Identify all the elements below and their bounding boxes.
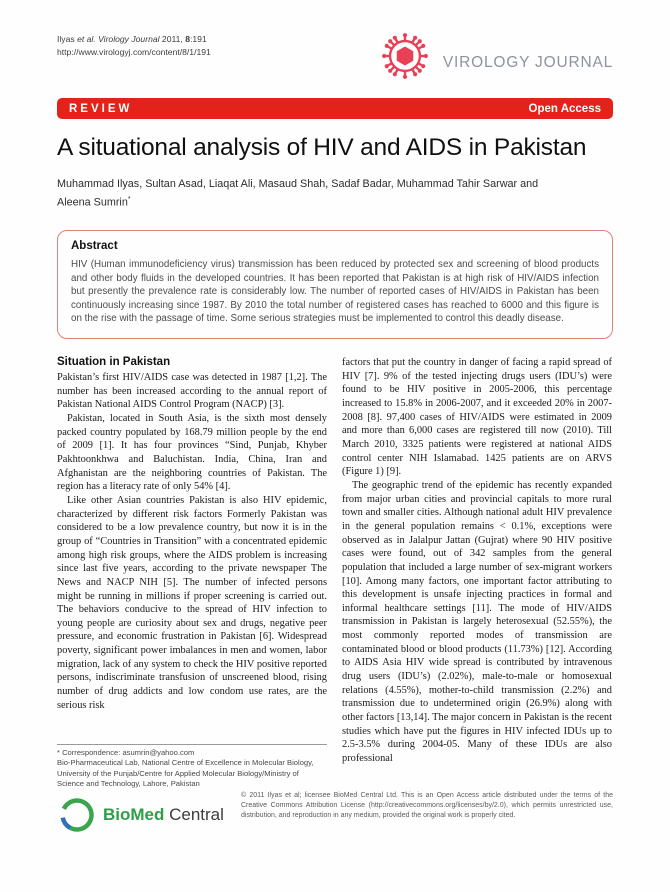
citation-year: 2011, <box>159 34 186 44</box>
body-paragraph: Like other Asian countries Pakistan is also HIV epidemic, characterized by different risk factors Formerly Pakistan was considered to be a low prevalence country, but now it is in the group of “Countries in Transition” with a concentrated epidemic among high risk groups, where the AIDS problem is increasing since last five years, according to the private newspaper The News and NACP NIH [5]. The number of infected persons might be running in millions if proper screening is carried out. The behaviors conducive to the spread of HIV infection to young people are curiosity about sex and drugs, negative peer pressure, and economic frustration in Pakistan [6]. Widespread poverty, significant power imbalances in men and women, labor migration, lack of any system to check the HIV positive reported persons, indiscriminate transfusion of unscreened blood, rising number of drug addicts and low condom use rates, are the serious risk <box>57 494 327 711</box>
abstract-heading: Abstract <box>71 240 118 252</box>
correspondence-email-link[interactable]: asumrin@yahoo.com <box>122 747 195 757</box>
citation-authors: Ilyas <box>57 34 78 44</box>
left-column <box>57 356 327 790</box>
virus-logo-icon <box>376 27 434 85</box>
author-list <box>57 177 613 211</box>
corresponding-author-mark: * <box>127 196 131 203</box>
authors-line1: Muhammad Ilyas, Sultan Asad, Liaqat Ali, Masaud Shah, Sadaf Badar, Muhammad Tahir Sarwar and <box>57 178 539 190</box>
body-paragraph: The geographic trend of the epidemic has recently expanded from major urban cities and provincial capitals to more rural town and smaller cities. Although national adult HIV prevalence in the general population remains < 0.1%, exceptions were observed as in Jalalpur Jattan (Gujrat) where 90 HIV positive cases were found, out of 342 samples from the general population that included a large number of sex-migrant workers [10]. Among many factors, one important factor attributing to this development is unsafe injecting practices in formal and informal healthcare settings [11]. The mode of HIV/AIDS transmission in Pakistan is largely heterosexual (52.55%), the most commonly reported modes of transmission are contaminated blood or blood products (11.73%) [12]. According to AIDS Asia HIV wide spread is contributed by intravenous drug users (IDU’s) (2.02%), male-to-male or homosexual relations (4.55%), mother-to-child transmission (2.2%) and transmission due to undetermined origin (26.9%) along with other factors [13,14]. The major concern in Pakistan is the recent studies which have put the figures in HIV infected IDUs up to 2.5-3.5% during 2004-05. Many of these IDUs are also professional <box>342 479 612 765</box>
affiliation-text: Bio-Pharmaceutical Lab, National Centre of Excellence in Molecular Biology, University of the Punjab/Centre for Applied Molecular Biology/Ministry of Science and Technology, Lahore, Pakistan <box>57 758 314 789</box>
journal-name: VIROLOGY JOURNAL <box>442 54 613 71</box>
citation-line <box>57 33 211 46</box>
authors-line2: Aleena Sumrin* <box>57 196 131 209</box>
article-title: A situational analysis of HIV and AIDS in Pakistan <box>57 134 587 161</box>
abstract-text: HIV (Human immunodeficiency virus) transmission has been reduced by protected sex and screening of blood products and other body fluids in the developed countries. It has been reported that Pakistan is at high risk of HIV/AIDS infection but presently the prevalence rate is considerably low. The number of reported cases of HIV/AIDS in Pakistan has been continuously increasing since 1987. By 2010 the total number of registered cases has reached to 6000 and this figure is on the rise with the passage of time. Some serious strategies must be implemented to control this deadly disease. <box>71 259 599 324</box>
page-footer <box>57 791 613 835</box>
citation-block <box>57 27 211 60</box>
biomed-central-logo <box>57 791 225 835</box>
citation-journal: et al. Virology Journal <box>77 34 160 44</box>
correspondence-line: * Correspondence: asumrin@yahoo.com <box>57 747 195 757</box>
article-url-link[interactable]: http://www.virologyj.com/content/8/1/191 <box>57 47 211 58</box>
body-paragraph: factors that put the country in danger of facing a rapid spread of HIV [7]. 9% of the tested injecting drugs users (IDU’s) were found to be HIV positive in 2005-2006, this percentage increased to 15.8% in 2006-2007, and it exceeded 20% in 2007-2008 [8]. 97,400 cases of HIV/AIDS were estimated in 2009 and more than 6,000 cases are registered till now (2010). Till March 2010, 3325 patients were registered at national AIDS control center NIH Islamabad. 1425 patients are on ARVS (Figure 1) [9]. <box>342 357 612 478</box>
right-column <box>342 356 612 790</box>
correspondence-note <box>57 744 327 790</box>
copyright-text: © 2011 Ilyas et al; licensee BioMed Central Ltd. This is an Open Access article distributed under the terms of the Creative Commons Attribution License (http://creativecommons.org/licenses/by/2.0), which permits unrestricted use, distribution, and reproduction in any medium, provided the original work is properly cited. <box>241 792 613 819</box>
open-access-label: Open Access <box>528 102 601 115</box>
body-columns <box>57 356 613 790</box>
citation-volume: 8 <box>185 34 190 44</box>
body-paragraph: Pakistan’s first HIV/AIDS case was detected in 1987 [1,2]. The number has been increased according to the annual report of Pakistan National AIDS Control Program (NACP) [3]. <box>57 372 327 411</box>
section-heading: Situation in Pakistan <box>57 356 171 368</box>
citation-pages: :191 <box>189 34 207 44</box>
page-header <box>57 27 613 85</box>
biomed-central-circle-icon <box>57 795 97 835</box>
body-paragraph: Pakistan, located in South Asia, is the sixth most densely packed country populated by 168.79 million people by the end of 2009 [1]. It has four provinces “Sind, Punjab, Khyber Pakhtoonkhwa and Baluchistan. India, China, Iran and Afghanistan are the neighboring countries of Pakistan. The region has a literacy rate of only 54% [4]. <box>57 412 327 493</box>
article-type-label: REVIEW <box>69 102 133 115</box>
abstract-box <box>57 230 613 339</box>
biomed-central-wordmark: BioMed Central <box>103 805 224 824</box>
article-type-banner <box>57 98 613 119</box>
journal-brand <box>376 27 613 85</box>
